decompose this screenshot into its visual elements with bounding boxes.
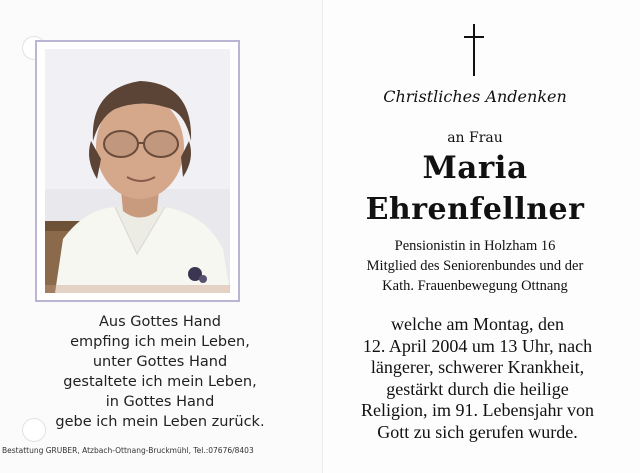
funeral-home-credit: Bestattung GRUBER, Atzbach-Ottnang-Bruckmühl, Tel.:07676/8403	[2, 446, 254, 455]
latin-cross-icon	[464, 24, 484, 76]
poem	[40, 312, 280, 432]
obituary-line: welche am Montag, den	[391, 314, 564, 334]
fold-line	[322, 0, 323, 473]
details-line: Pensionistin in Holzham 16	[394, 238, 556, 254]
details-line: Kath. Frauenbewegung Ottnang	[382, 278, 568, 294]
obituary-line: längerer, schwerer Krankheit,	[370, 357, 585, 377]
poem-line: gestaltete ich mein Leben,	[63, 374, 257, 390]
poem-line: empfing ich mein Leben,	[70, 334, 250, 350]
memorial-heading: Christliches Andenken	[383, 87, 567, 106]
portrait-illustration	[45, 49, 230, 293]
details-line: Mitglied des Seniorenbundes und der	[366, 258, 584, 274]
obituary-line: 12. April 2004 um 13 Uhr, nach	[362, 335, 593, 356]
portrait-photo	[45, 49, 230, 293]
obituary-line: Gott zu sich gerufen wurde.	[377, 421, 578, 442]
poem-line: in Gottes Hand	[105, 394, 215, 410]
personal-details	[335, 236, 615, 296]
obituary-line: gestärkt durch die heilige	[386, 378, 569, 399]
last-name: Ehrenfellner	[365, 192, 585, 227]
salutation: an Frau	[447, 130, 503, 146]
obituary-text	[335, 314, 620, 443]
poem-line: Aus Gottes Hand	[98, 314, 222, 330]
obituary-line: Religion, im 91. Lebensjahr von	[361, 400, 594, 420]
poem-line: gebe ich mein Leben zurück.	[55, 414, 265, 430]
poem-line: unter Gottes Hand	[92, 354, 228, 370]
first-name: Maria	[422, 150, 528, 186]
portrait-frame	[35, 40, 240, 302]
